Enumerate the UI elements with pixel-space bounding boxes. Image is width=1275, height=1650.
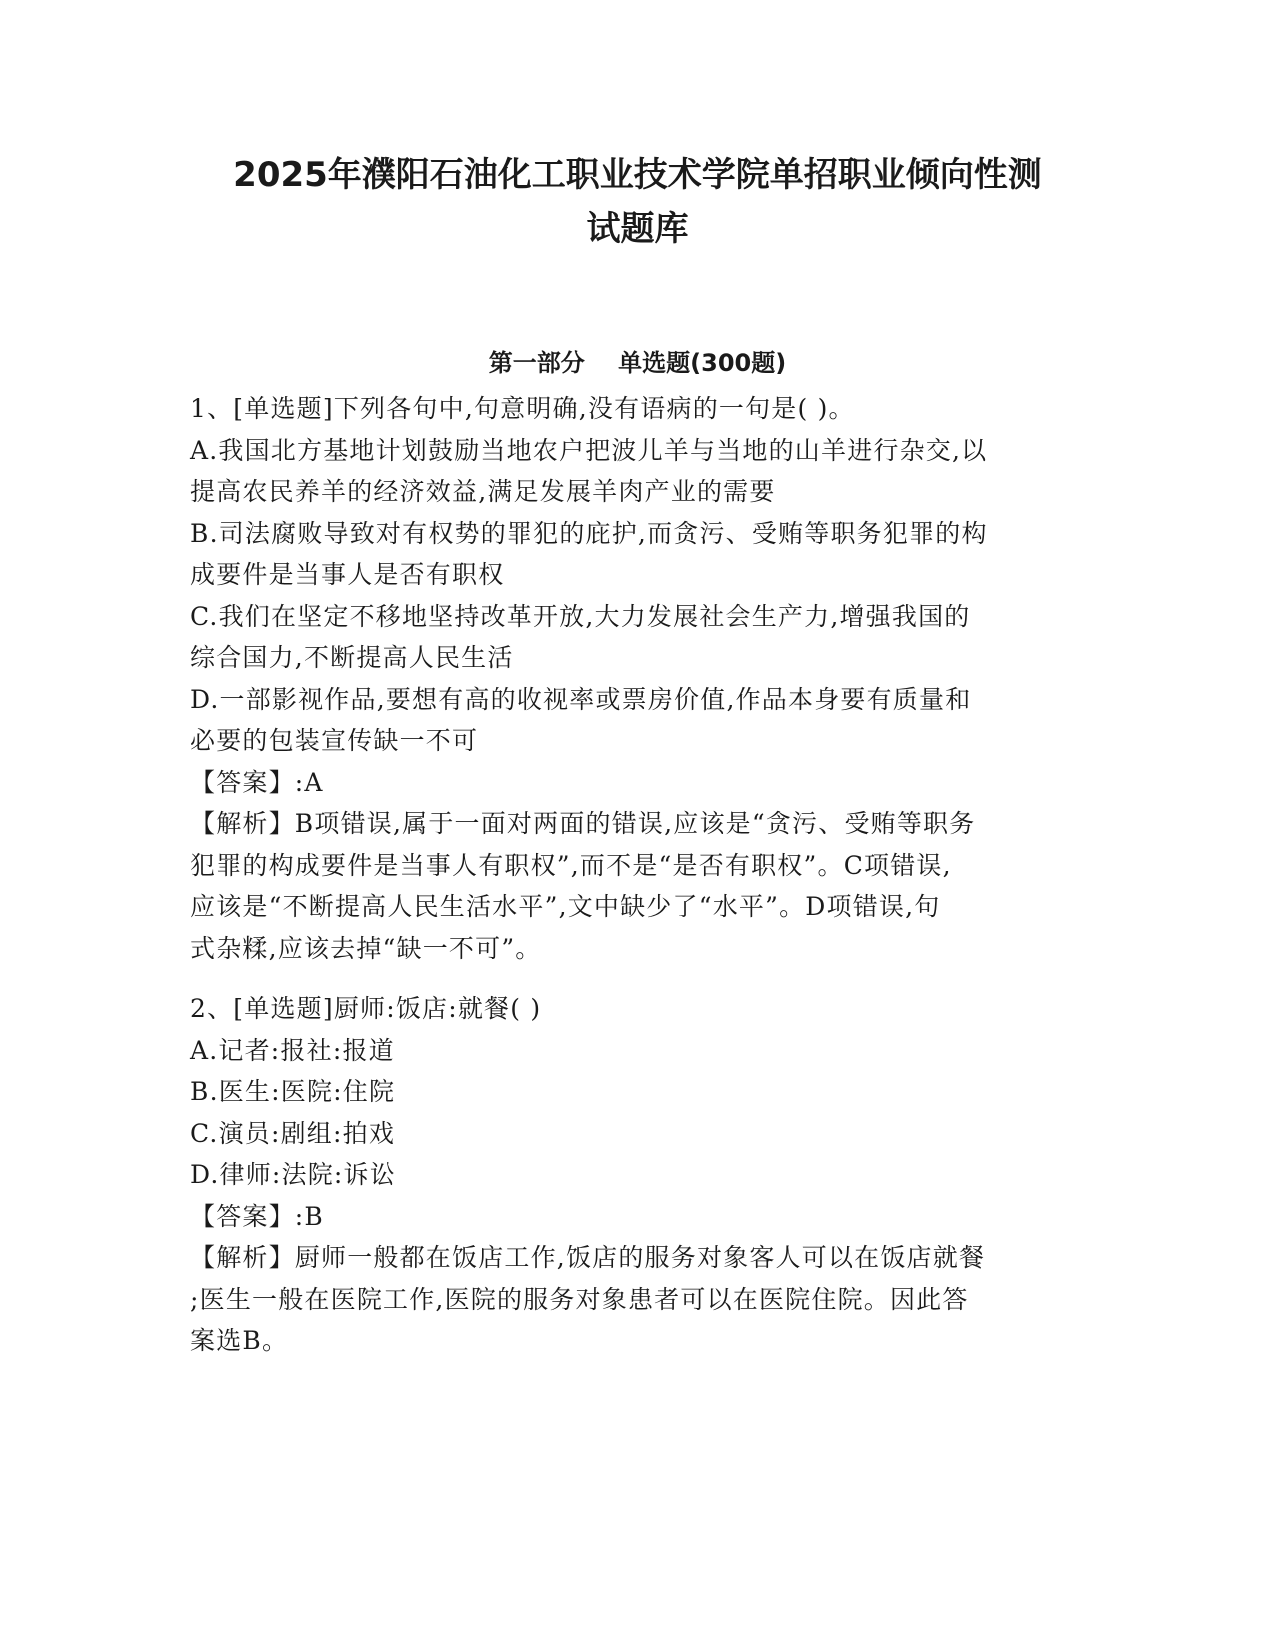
- question-1-analysis-cont-3: 式杂糅,应该去掉“缺一不可”。: [190, 934, 542, 963]
- question-1-option-c: C.我们在坚定不移地坚持改革开放,大力发展社会生产力,增强我国的: [190, 602, 971, 631]
- section-heading: 第一部分 单选题(300题): [488, 349, 787, 377]
- question-2-answer: 【答案】:B: [190, 1202, 324, 1231]
- question-1-answer: 【答案】:A: [190, 768, 324, 797]
- question-1-option-c-cont: 综合国力,不断提高人民生活: [190, 643, 514, 672]
- question-2-option-b: B.医生:医院:住院: [190, 1077, 396, 1106]
- question-1-option-b-cont: 成要件是当事人是否有职权: [190, 560, 505, 589]
- question-1-analysis-cont-2: 应该是“不断提高人民生活水平”,文中缺少了“水平”。D项错误,句: [190, 892, 941, 921]
- question-2-analysis-cont-1: ;医生一般在医院工作,医院的服务对象患者可以在医院住院。因此答: [190, 1285, 969, 1314]
- question-1-option-a: A.我国北方基地计划鼓励当地农户把波儿羊与当地的山羊进行杂交,以: [190, 436, 988, 465]
- question-2-analysis-cont-2: 案选B。: [190, 1326, 289, 1355]
- question-2-option-a: A.记者:报社:报道: [190, 1036, 395, 1065]
- question-1-stem: 1、[单选题]下列各句中,句意明确,没有语病的一句是( )。: [190, 394, 855, 423]
- question-1-analysis: 【解析】B项错误,属于一面对两面的错误,应该是“贪污、受贿等职务: [190, 809, 976, 838]
- question-2-option-c: C.演员:剧组:拍戏: [190, 1119, 396, 1148]
- question-1-option-d-cont: 必要的包装宣传缺一不可: [190, 726, 479, 755]
- document-title-line-1: 2025年濮阳石油化工职业技术学院单招职业倾向性测: [233, 155, 1042, 195]
- question-2-analysis: 【解析】厨师一般都在饭店工作,饭店的服务对象客人可以在饭店就餐: [190, 1243, 986, 1272]
- question-1-option-a-cont: 提高农民养羊的经济效益,满足发展羊肉产业的需要: [190, 477, 776, 506]
- question-2-stem: 2、[单选题]厨师:饭店:就餐( ): [190, 994, 542, 1023]
- question-1-analysis-cont-1: 犯罪的构成要件是当事人有职权”,而不是“是否有职权”。C项错误,: [190, 851, 952, 880]
- question-1-option-b: B.司法腐败导致对有权势的罪犯的庇护,而贪污、受贿等职务犯罪的构: [190, 519, 988, 548]
- question-1-option-d: D.一部影视作品,要想有高的收视率或票房价值,作品本身要有质量和: [190, 685, 972, 714]
- question-2-option-d: D.律师:法院:诉讼: [190, 1160, 396, 1189]
- document-title-line-2: 试题库: [586, 209, 689, 249]
